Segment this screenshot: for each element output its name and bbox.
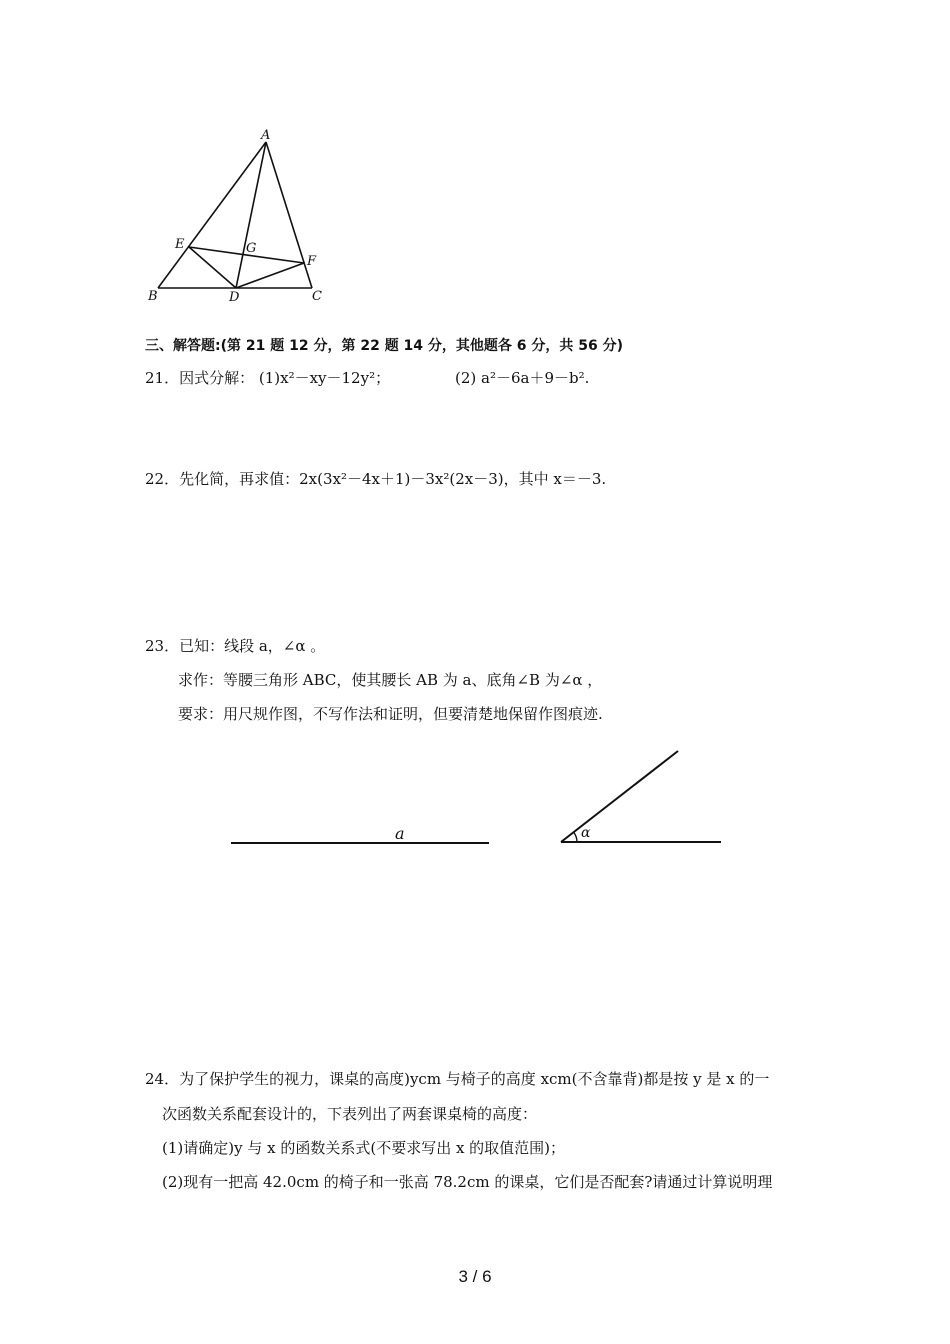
label-C: C: [312, 289, 322, 304]
label-E: E: [175, 237, 185, 252]
question-24-line1: 24．为了保护学生的视力，课桌的高度)ycm 与椅子的高度 xcm(不含靠背)都是按 y 是 x 的一: [145, 1070, 770, 1088]
section-heading: 三、解答题:(第 21 题 12 分，第 22 题 14 分，其他题各 6 分，共 56 分): [145, 338, 624, 354]
angle-slant-ray: [561, 751, 678, 842]
label-D: D: [229, 290, 240, 305]
segment-FD: [236, 263, 304, 288]
question-23-construct: 求作：等腰三角形 ABC，使其腰长 AB 为 a、底角∠B 为∠α ，: [178, 671, 603, 689]
question-23-given: 23．已知：线段 a，∠α 。: [145, 637, 326, 655]
segment-a-label: a: [395, 824, 405, 843]
label-G: G: [246, 241, 257, 256]
question-24-line2: 次函数关系配套设计的，下表列出了两套课桌椅的高度：: [162, 1105, 538, 1123]
question-23-requirement: 要求：用尺规作图，不写作法和证明，但要清楚地保留作图痕迹.: [178, 705, 603, 723]
angle-alpha-label: α: [581, 825, 591, 841]
label-F: F: [307, 254, 317, 269]
segment-AD: [236, 142, 266, 288]
question-21: 21．因式分解： (1)x²－xy－12y²；: [145, 369, 391, 387]
segment-a-figure: [225, 818, 495, 852]
question-24-part2: (2)现有一把高 42.0cm 的椅子和一张高 78.2cm 的课桌，它们是否配套?请通过计算说明理: [162, 1173, 773, 1191]
angle-arc: [574, 832, 577, 842]
question-24-part1: (1)请确定)y 与 x 的函数关系式(不要求写出 x 的取值范围)；: [162, 1139, 566, 1157]
question-22: 22．先化简，再求值：2x(3x²－4x＋1)－3x²(2x－3)，其中 x＝－3.: [145, 470, 607, 488]
segment-AC: [266, 142, 312, 288]
page-number: 3 / 6: [458, 1267, 492, 1286]
triangle-figure: [140, 125, 340, 310]
question-21-part2: (2) a²－6a＋9－b².: [455, 369, 590, 387]
label-A: A: [261, 128, 271, 143]
label-B: B: [148, 289, 158, 304]
angle-alpha-figure: [555, 745, 730, 850]
